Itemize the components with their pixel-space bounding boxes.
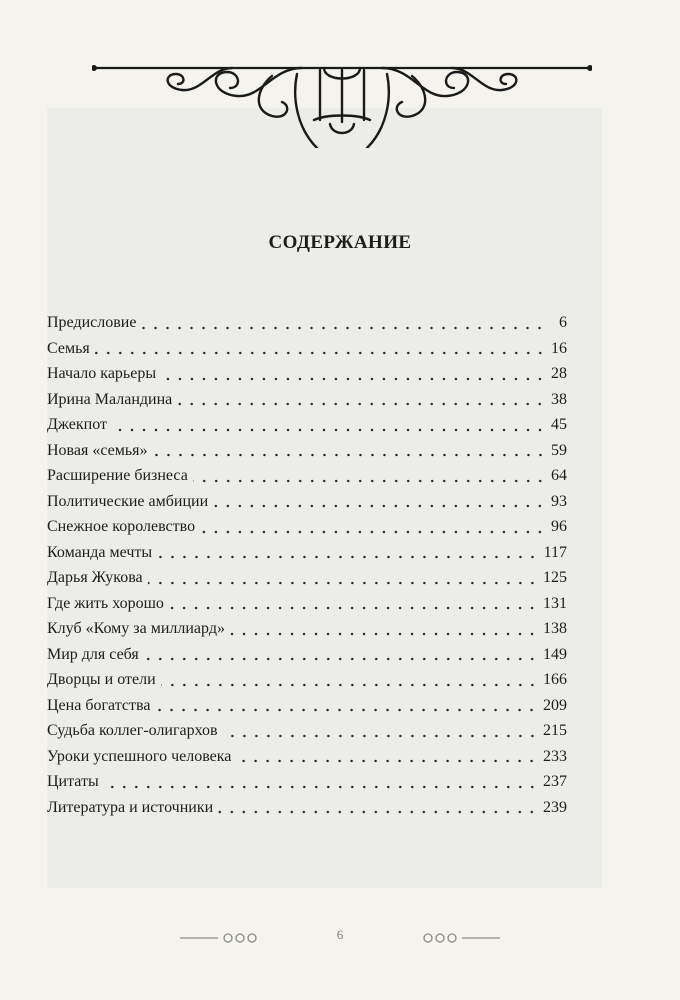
toc-entry-page: 6: [559, 314, 567, 331]
toc-entry: [47, 361, 567, 387]
dot-leader: [148, 573, 538, 585]
toc-entry-title: Предисловие: [47, 314, 137, 331]
dot-leader: [236, 751, 538, 763]
toc-entry-title: Судьба коллег-олигархов: [47, 722, 218, 739]
toc-entry-title: Где жить хорошо: [47, 594, 164, 612]
dot-leader: [161, 675, 538, 687]
toc-entry-title: Уроки успешного человека: [47, 747, 232, 765]
toc-entry-page: 38: [551, 390, 567, 408]
toc-entry-title: Дарья Жукова: [47, 569, 143, 586]
toc-entry-title: Литература и источники: [47, 798, 214, 816]
toc-entry: [47, 795, 567, 821]
toc-entry: [47, 744, 567, 770]
toc-entry-page: 166: [543, 671, 567, 688]
toc-entry-title: Клуб «Кому за миллиард»: [47, 620, 225, 637]
toc-entry-page: 28: [551, 365, 567, 382]
scroll-ornament-icon: [92, 48, 592, 148]
toc-entry: [47, 565, 567, 591]
toc-entry: [47, 463, 567, 489]
toc-entry-title: Расширение бизнеса: [47, 467, 188, 484]
toc-entry-page: 96: [551, 518, 567, 535]
dot-leader: [141, 318, 546, 330]
dot-leader: [230, 624, 538, 636]
toc-entry-title: Дворцы и отели: [47, 671, 156, 688]
toc-entry-title: Мир для себя: [47, 645, 139, 663]
dot-leader: [213, 496, 546, 508]
dot-leader: [157, 547, 538, 559]
toc-entry-page: 59: [551, 441, 567, 459]
toc-entry-page: 125: [543, 569, 567, 586]
dot-leader: [155, 700, 538, 712]
dot-leader: [112, 420, 546, 432]
toc-entry: [47, 514, 567, 540]
dot-leader: [95, 343, 546, 355]
toc-entry-title: Ирина Маландина: [47, 390, 173, 408]
dot-leader: [200, 522, 546, 534]
toc-entry-title: Снежное королевство: [47, 518, 196, 535]
toc-entry: [47, 693, 567, 719]
toc-entry-page: 131: [543, 594, 567, 612]
toc-entry-page: 138: [543, 620, 567, 637]
toc-entry-page: 209: [543, 696, 567, 714]
toc-entry: [47, 489, 567, 515]
toc-entry: [47, 769, 567, 795]
toc-entry: [47, 540, 567, 566]
toc-entry: [47, 310, 567, 336]
toc-entry: [47, 718, 567, 744]
toc-entry: [47, 616, 567, 642]
toc-entry-title: Семья: [47, 339, 90, 357]
table-of-contents: [47, 310, 567, 820]
toc-entry-title: Цитаты: [47, 773, 99, 790]
dot-leader: [223, 726, 538, 738]
toc-entry-title: Политические амбиции: [47, 492, 209, 510]
page-title: СОДЕРЖАНИЕ: [268, 232, 412, 253]
dot-leader: [193, 471, 546, 483]
toc-entry-title: Команда мечты: [47, 543, 153, 561]
page-number: 6: [336, 927, 344, 942]
dot-leader: [177, 394, 546, 406]
dot-leader: [153, 445, 546, 457]
toc-entry-page: 117: [543, 543, 567, 561]
dot-leader: [218, 802, 538, 814]
toc-entry: [47, 642, 567, 668]
toc-entry-page: 239: [543, 798, 567, 816]
toc-entry-title: Цена богатства: [47, 696, 151, 714]
toc-entry-page: 45: [551, 416, 567, 433]
toc-entry-page: 237: [543, 773, 567, 790]
toc-entry-page: 233: [543, 747, 567, 765]
toc-entry-title: Джекпот: [47, 416, 107, 433]
toc-entry-page: 93: [551, 492, 567, 510]
dot-leader: [161, 369, 546, 381]
toc-entry: [47, 412, 567, 438]
toc-entry-page: 64: [551, 467, 567, 484]
toc-entry: [47, 667, 567, 693]
toc-entry-page: 215: [543, 722, 567, 739]
dot-leader: [169, 598, 538, 610]
toc-entry-page: 149: [543, 645, 567, 663]
toc-entry-title: Начало карьеры: [47, 365, 157, 382]
dot-leader: [104, 777, 538, 789]
toc-entry: [47, 336, 567, 362]
toc-entry: [47, 387, 567, 413]
toc-entry: [47, 438, 567, 464]
toc-entry-page: 16: [551, 339, 567, 357]
toc-entry: [47, 591, 567, 617]
dot-leader: [144, 649, 538, 661]
toc-entry-title: Новая «семья»: [47, 441, 148, 459]
